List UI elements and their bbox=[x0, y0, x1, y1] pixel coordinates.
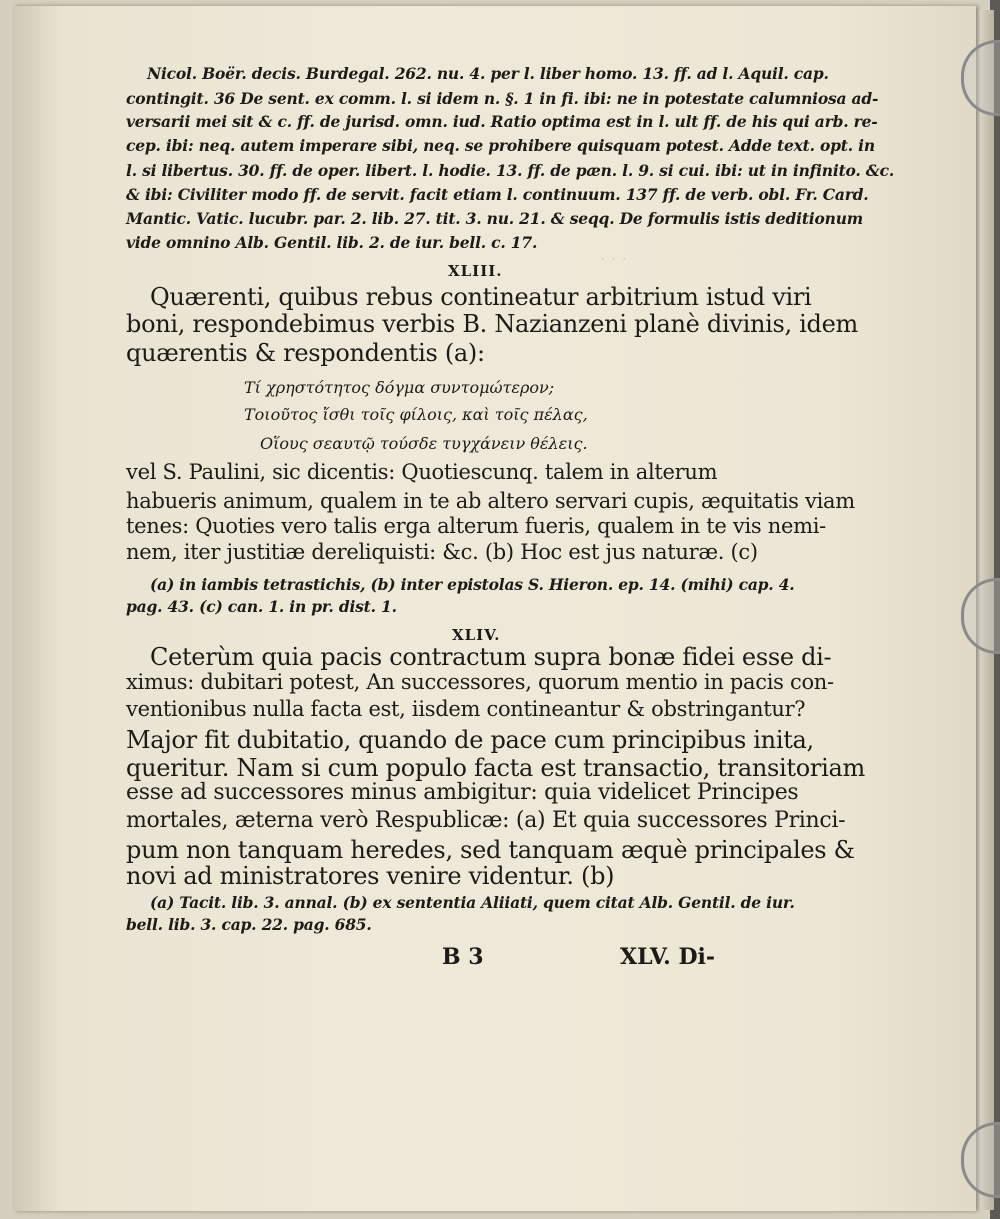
footnote-line: pag. 43. (c) can. 1. in pr. dist. 1. bbox=[126, 597, 397, 616]
body-line: novi ad ministratores venire videntur. (b) bbox=[126, 862, 615, 890]
note-top-line: & ibi: Civiliter modo ff. de servit. facit etiam l. continuum. 137 ff. de verb. obl. Fr. Card. bbox=[126, 185, 869, 204]
footnote-line: bell. lib. 3. cap. 22. pag. 685. bbox=[126, 915, 372, 934]
body-line: vel S. Paulini, sic dicentis: Quotiescunq. talem in alterum bbox=[126, 460, 718, 484]
note-top-line: vide omnino Alb. Gentil. lib. 2. de iur. bell. c. 17. bbox=[126, 233, 538, 252]
bleed-through-text: · · · bbox=[600, 250, 628, 270]
note-top-line: Nicol. Boër. decis. Burdegal. 262. nu. 4. per l. liber homo. 13. ff. ad l. Aquil. cap. bbox=[147, 64, 829, 83]
greek-verse: Τοιοῦτος ἴσθι τοῖς φίλοις, καὶ τοῖς πέλας, bbox=[244, 405, 588, 424]
body-line: mortales, æterna verò Respublicæ: (a) Et quia successores Princi- bbox=[126, 808, 846, 833]
body-line: esse ad successores minus ambigitur: quia videlicet Principes bbox=[126, 780, 799, 805]
body-line: quærentis & respondentis (a): bbox=[126, 339, 485, 367]
body-line: Ceterùm quia pacis contractum supra bonæ fidei esse di- bbox=[150, 643, 832, 671]
note-top-line: l. si libertus. 30. ff. de oper. libert. l. hodie. 13. ff. de pæn. l. 9. si cui. ibi: ut in infinito. &c. bbox=[126, 161, 895, 180]
section-heading: XLIII. bbox=[448, 262, 503, 280]
body-line: habueris animum, qualem in te ab altero servari cupis, æquitatis viam bbox=[126, 489, 855, 513]
body-line: tenes: Quoties vero talis erga alterum fueris, qualem in te vis nemi- bbox=[126, 514, 826, 538]
catchword: XLV. Di- bbox=[620, 944, 716, 970]
body-line: Quærenti, quibus rebus contineatur arbitrium istud viri bbox=[150, 283, 812, 311]
signature-mark: B 3 bbox=[442, 944, 484, 970]
section-heading: XLIV. bbox=[452, 626, 501, 644]
note-top-line: cep. ibi: neq. autem imperare sibi, neq. se prohibere quisquam potest. Adde text. opt. in bbox=[126, 136, 875, 155]
body-line: queritur. Nam si cum populo facta est transactio, transitoriam bbox=[126, 754, 865, 782]
greek-verse: Τί χρηστότητος δόγμα συντομώτερον; bbox=[244, 378, 555, 397]
body-line: pum non tanquam heredes, sed tanquam æquè principales & bbox=[126, 836, 855, 864]
note-top-line: versarii mei sit & c. ff. de jurisd. omn. iud. Ratio optima est in l. ult ff. de his qui arb. re- bbox=[126, 112, 878, 131]
body-line: boni, respondebimus verbis B. Nazianzeni planè divinis, idem bbox=[126, 310, 858, 338]
body-line: ventionibus nulla facta est, iisdem contineantur & obstringantur? bbox=[126, 697, 806, 721]
body-line: Major fit dubitatio, quando de pace cum principibus inita, bbox=[126, 726, 814, 754]
body-line: ximus: dubitari potest, An successores, quorum mentio in pacis con- bbox=[126, 670, 834, 694]
body-line: nem, iter justitiæ dereliquisti: &c. (b) Hoc est jus naturæ. (c) bbox=[126, 540, 758, 564]
note-top-line: contingit. 36 De sent. ex comm. l. si idem n. §. 1 in fi. ibi: ne in potestate calumniosa ad- bbox=[126, 89, 879, 108]
note-top-line: Mantic. Vatic. lucubr. par. 2. lib. 27. tit. 3. nu. 21. & seqq. De formulis istis deditionum bbox=[126, 209, 863, 228]
greek-verse: Οἵους σεαυτῷ τούσδε τυγχάνειν θέλεις. bbox=[260, 434, 588, 453]
footnote-line: (a) in iambis tetrastichis, (b) inter epistolas S. Hieron. ep. 14. (mihi) cap. 4. bbox=[150, 575, 795, 594]
footnote-line: (a) Tacit. lib. 3. annal. (b) ex sententia Aliiati, quem citat Alb. Gentil. de iur. bbox=[150, 893, 795, 912]
